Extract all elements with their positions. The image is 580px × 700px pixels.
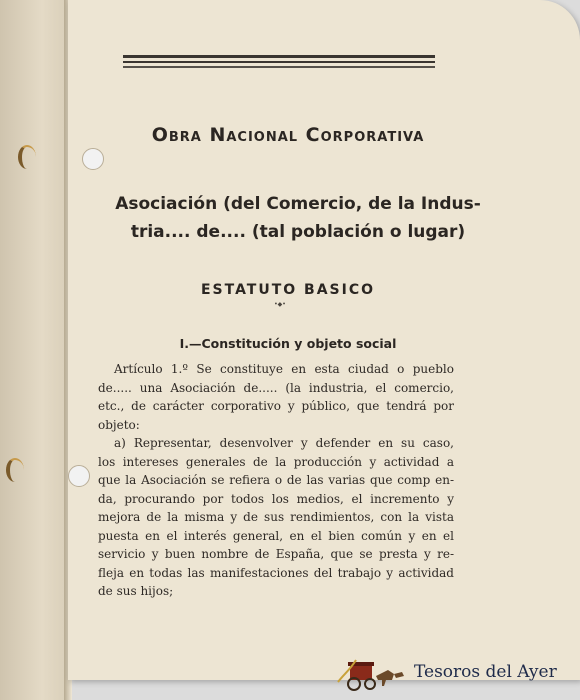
- body-line: puesta en el interés general, en el bien común y en el: [98, 528, 454, 543]
- body-line: Artículo 1.º Se constituye en esta ciudad o pueblo: [114, 362, 454, 376]
- subtitle-line: Asociación (del Comercio, de la Indus-: [115, 194, 481, 214]
- stagecoach-logo-icon: [336, 656, 408, 696]
- body-line: los intereses generales de la producción y actividad a: [98, 454, 454, 469]
- body-line: que la Asociación se refiera o de las varias que comp en-: [98, 473, 454, 487]
- body-line: a) Representar, desenvolver y defender en su caso,: [114, 436, 454, 450]
- watermark: [330, 652, 580, 700]
- punch-hole: [82, 148, 104, 170]
- ornament-divider: •◆•: [274, 301, 286, 308]
- body-line: da, procurando por todos los medios, el incremento y: [98, 491, 454, 506]
- body-line: de..... una Asociación de..... (la industria, el comercio,: [98, 380, 454, 395]
- subtitle-line: tria.... de.... (tal población o lugar): [130, 222, 466, 242]
- body-line: etc., de carácter corporativo y público, que tendrá por: [98, 399, 454, 413]
- binding-mark: [6, 458, 24, 482]
- section-heading: I.—Constitución y objeto social: [179, 336, 397, 351]
- document-page: [68, 0, 580, 680]
- body-line: objeto:: [98, 417, 140, 432]
- page-title: Obra Nacional Corporativa: [151, 124, 425, 146]
- binding-mark: [18, 145, 36, 169]
- body-line: fleja en todas las manifestaciones del trabajo y actividad: [98, 565, 454, 580]
- statute-heading: ESTATUTO BASICO: [200, 282, 376, 298]
- body-line: mejora de la misma y de sus rendimientos, con la vista: [98, 510, 454, 524]
- header-rules: [123, 55, 435, 71]
- previous-page-edge: [0, 0, 70, 700]
- body-line: de sus hijos;: [98, 584, 174, 598]
- subtitle: [98, 190, 498, 246]
- brand-name: Tesoros del Ayer: [414, 662, 557, 682]
- article-body: [98, 360, 454, 601]
- body-line: servicio y buen nombre de España, que se presta y re-: [98, 547, 454, 561]
- punch-hole: [68, 465, 90, 487]
